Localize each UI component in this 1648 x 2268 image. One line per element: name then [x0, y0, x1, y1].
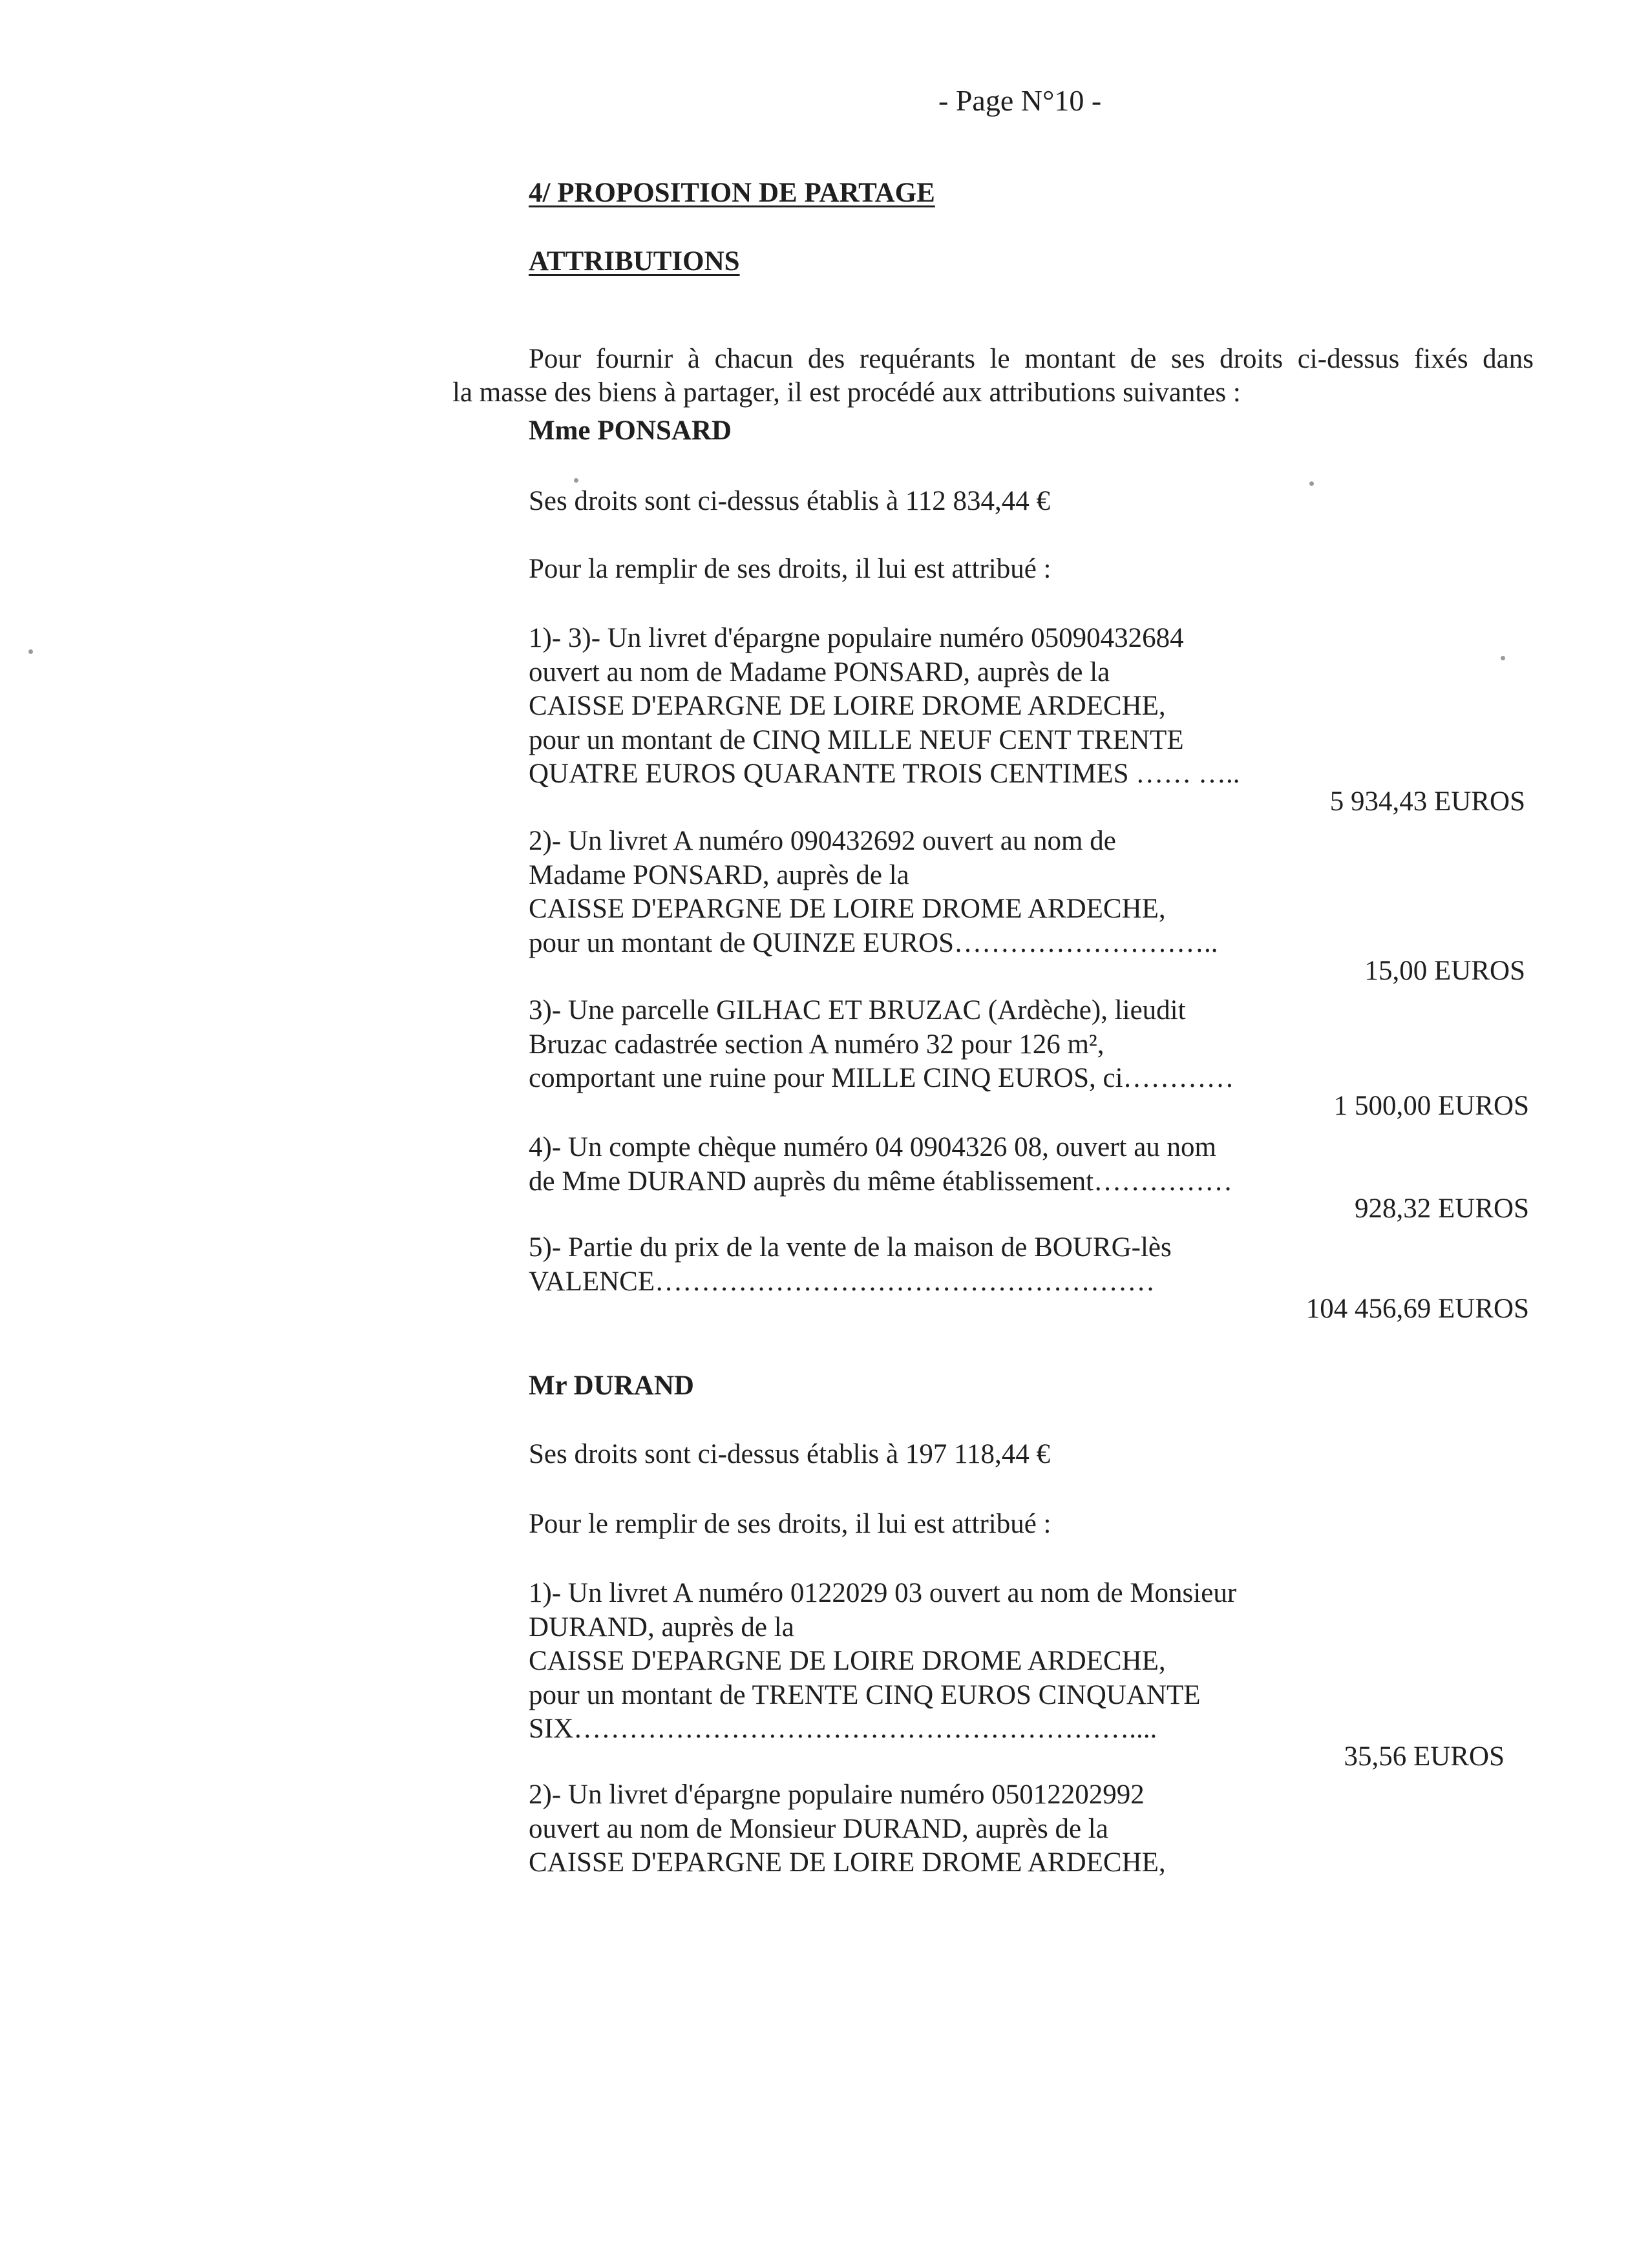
item-line: pour un montant de QUINZE EUROS………………………..	[529, 927, 1218, 958]
scan-speck	[1309, 481, 1314, 486]
item-line: 1)- 3)- Un livret d'épargne populaire numéro 05090432684	[529, 623, 1184, 653]
item-line: ouvert au nom de Madame PONSARD, auprès de la	[529, 656, 1110, 688]
attribution-intro-durand: Pour le remplir de ses droits, il lui est attribué :	[529, 1509, 1051, 1539]
beneficiary-name-durand: Mr DURAND	[529, 1370, 694, 1401]
item-line: pour un montant de TRENTE CINQ EUROS CINQUANTE	[529, 1679, 1201, 1710]
item-line: VALENCE………………………………………………	[529, 1266, 1156, 1297]
attribution-item	[529, 994, 1234, 1096]
intro-line-1: Pour fournir à chacun des requérants le montant de ses droits ci-dessus fixés dans	[529, 344, 1534, 374]
item-line: Bruzac cadastrée section A numéro 32 pour 126 m²,	[529, 1029, 1104, 1060]
attribution-intro-ponsard: Pour la remplir de ses droits, il lui est attribué :	[529, 554, 1051, 584]
scan-speck	[28, 649, 33, 654]
item-line: ouvert au nom de Monsieur DURAND, auprès de la	[529, 1813, 1108, 1844]
intro-line-2: la masse des biens à partager, il est procédé aux attributions suivantes :	[452, 377, 1241, 408]
item-line: 2)- Un livret d'épargne populaire numéro 05012202992	[529, 1780, 1145, 1810]
scan-speck	[1501, 656, 1505, 660]
item-line: CAISSE D'EPARGNE DE LOIRE DROME ARDECHE,	[529, 1646, 1166, 1676]
page-number: - Page N°10 -	[938, 84, 1102, 117]
item-line: 3)- Une parcelle GILHAC ET BRUZAC (Ardèche), lieudit	[529, 995, 1186, 1025]
attribution-item	[529, 1231, 1172, 1299]
item-amount: 15,00 EUROS	[1364, 956, 1525, 986]
item-line: 4)- Un compte chèque numéro 04 0904326 08, ouvert au nom	[529, 1132, 1216, 1162]
item-line: QUATRE EUROS QUARANTE TROIS CENTIMES …… …..	[529, 759, 1240, 789]
item-line: de Mme DURAND auprès du même établissement……………	[529, 1166, 1233, 1197]
section-title: 4/ PROPOSITION DE PARTAGE	[529, 178, 935, 208]
scan-speck	[574, 478, 578, 483]
item-line: 1)- Un livret A numéro 0122029 03 ouvert au nom de Monsieur	[529, 1578, 1237, 1608]
beneficiary-name-ponsard: Mme PONSARD	[529, 415, 732, 446]
attribution-item	[529, 1577, 1236, 1747]
item-line: CAISSE D'EPARGNE DE LOIRE DROME ARDECHE,	[529, 894, 1166, 924]
item-amount: 104 456,69 EUROS	[1305, 1294, 1529, 1324]
item-amount: 928,32 EUROS	[1355, 1193, 1529, 1224]
rights-statement-ponsard: Ses droits sont ci-dessus établis à 112 834,44 €	[529, 486, 1050, 516]
rights-statement-durand: Ses droits sont ci-dessus établis à 197 118,44 €	[529, 1439, 1050, 1469]
item-line: pour un montant de CINQ MILLE NEUF CENT TRENTE	[529, 724, 1184, 755]
item-amount: 35,56 EUROS	[1344, 1741, 1505, 1772]
item-line: CAISSE D'EPARGNE DE LOIRE DROME ARDECHE,	[529, 1847, 1166, 1878]
attribution-item	[529, 1778, 1166, 1880]
attribution-item	[529, 824, 1218, 960]
item-line: DURAND, auprès de la	[529, 1612, 794, 1643]
subsection-title: ATTRIBUTIONS	[529, 246, 740, 277]
item-amount: 5 934,43 EUROS	[1329, 786, 1525, 817]
attribution-item	[529, 622, 1240, 792]
item-line: 2)- Un livret A numéro 090432692 ouvert au nom de	[529, 826, 1116, 856]
item-line: SIX……………………………………………………....	[529, 1714, 1157, 1744]
item-line: CAISSE D'EPARGNE DE LOIRE DROME ARDECHE,	[529, 691, 1166, 721]
attribution-item	[529, 1131, 1232, 1199]
item-line: 5)- Partie du prix de la vente de la maison de BOURG-lès	[529, 1232, 1172, 1263]
item-line: Madame PONSARD, auprès de la	[529, 859, 909, 890]
item-amount: 1 500,00 EUROS	[1333, 1091, 1529, 1121]
item-line: comportant une ruine pour MILLE CINQ EUROS, ci…………	[529, 1063, 1234, 1093]
